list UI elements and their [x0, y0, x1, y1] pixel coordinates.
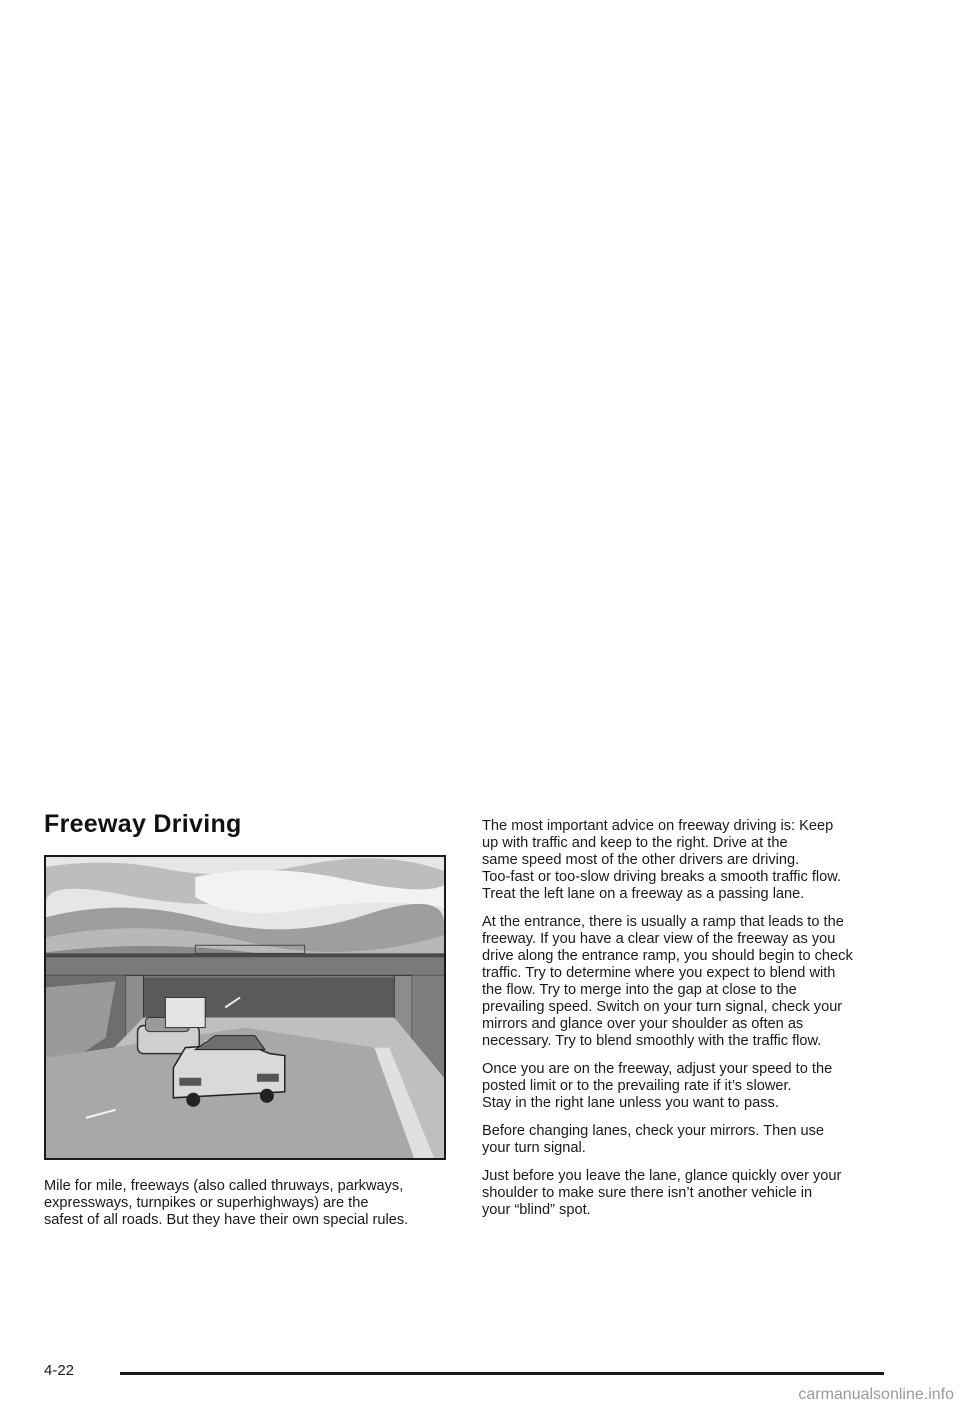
section-heading: Freeway Driving — [44, 810, 242, 838]
text-line: up with traffic and keep to the right. Drive at the — [482, 835, 788, 851]
left-column — [44, 1178, 454, 1240]
paragraph-changing-lanes — [482, 1123, 902, 1157]
text-line: Stay in the right lane unless you want to pass. — [482, 1095, 779, 1111]
text-line: same speed most of the other drivers are driving. — [482, 852, 800, 868]
freeway-overpass-image — [46, 857, 444, 1158]
text-line: expressways, turnpikes or superhighways) are the — [44, 1195, 369, 1211]
paragraph-entrance — [482, 914, 902, 1050]
text-line: traffic. Try to determine where you expect to blend with — [482, 965, 836, 981]
text-line: mirrors and glance over your shoulder as often as — [482, 1016, 804, 1032]
text-line: Too-fast or too-slow driving breaks a smooth traffic flow. — [482, 869, 842, 885]
text-line: Treat the left lane on a freeway as a passing lane. — [482, 886, 805, 902]
text-line: shoulder to make sure there isn’t another vehicle in — [482, 1185, 813, 1201]
paragraph-blind-spot — [482, 1168, 902, 1219]
paragraph-intro — [44, 1178, 454, 1229]
text-line: Once you are on the freeway, adjust your speed to the — [482, 1061, 833, 1077]
right-column — [482, 818, 902, 1230]
paragraph-on-freeway — [482, 1061, 902, 1112]
text-line: your “blind” spot. — [482, 1202, 591, 1218]
text-line: Just before you leave the lane, glance quickly over your — [482, 1168, 842, 1184]
text-line: freeway. If you have a clear view of the freeway as you — [482, 931, 836, 947]
page-number: 4-22 — [44, 1362, 75, 1379]
freeway-illustration — [44, 855, 446, 1160]
paragraph-advice — [482, 818, 902, 903]
text-line: Before changing lanes, check your mirrors. Then use — [482, 1123, 825, 1139]
text-line: necessary. Try to blend smoothly with the traffic flow. — [482, 1033, 822, 1049]
text-line: The most important advice on freeway driving is: Keep — [482, 818, 834, 834]
text-line: safest of all roads. But they have their own special rules. — [44, 1212, 409, 1228]
text-line: At the entrance, there is usually a ramp that leads to the — [482, 914, 844, 930]
text-line: Mile for mile, freeways (also called thruways, parkways, — [44, 1178, 404, 1194]
text-line: posted limit or to the prevailing rate if it’s slower. — [482, 1078, 792, 1094]
footer-divider — [120, 1372, 884, 1375]
text-line: your turn signal. — [482, 1140, 586, 1156]
text-line: the flow. Try to merge into the gap at close to the — [482, 982, 797, 998]
text-line: prevailing speed. Switch on your turn signal, check your — [482, 999, 843, 1015]
text-line: drive along the entrance ramp, you should begin to check — [482, 948, 853, 964]
watermark: carmanualsonline.info — [798, 1386, 954, 1403]
